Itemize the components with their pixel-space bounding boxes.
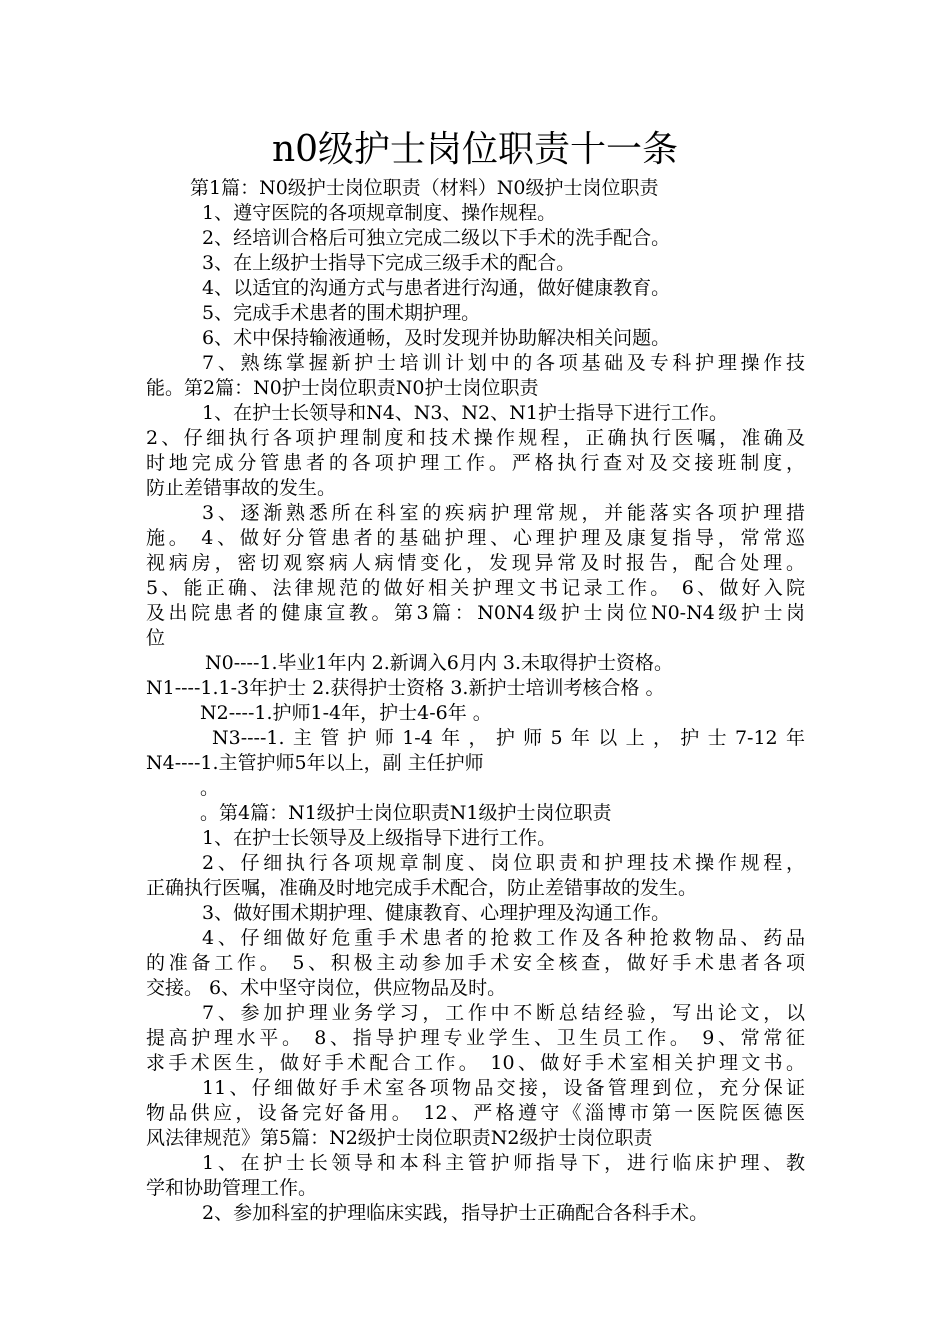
text-line: 3、在上级护士指导下完成三级手术的配合。 (202, 252, 576, 274)
text-line: 求手术医生，做好手术配合工作。 10、做好手术室相关护理文书。 (146, 1052, 805, 1074)
text-line: 。第4篇：N1级护士岗位职责N1级护士岗位职责 (200, 802, 612, 824)
text-line: 7、熟练掌握新护士培训计划中的各项基础及专科护理操作技 (202, 352, 805, 374)
text-line: 。 (200, 777, 220, 799)
text-line: 位 (146, 627, 166, 649)
text-line: 风法律规范》第5篇：N2级护士岗位职责N2级护士岗位职责 (146, 1127, 653, 1149)
text-line: 7、参加护理业务学习，工作中不断总结经验，写出论文，以 (202, 1002, 805, 1024)
text-line: 及出院患者的健康宣教。第3篇：N0N4级护士岗位N0-N4级护士岗 (146, 602, 805, 624)
text-line: 正确执行医嘱，准确及时地完成手术配合，防止差错事故的发生。 (146, 877, 698, 899)
text-line: 2、仔细执行各项护理制度和技术操作规程，正确执行医嘱，准确及 (146, 427, 805, 449)
text-line: 提高护理水平。 8、指导护理专业学生、卫生员工作。 9、常常征 (146, 1027, 805, 1049)
text-line: 2、参加科室的护理临床实践，指导护士正确配合各科手术。 (202, 1202, 709, 1224)
text-line: 2、经培训合格后可独立完成二级以下手术的洗手配合。 (202, 227, 671, 249)
text-line: 1、遵守医院的各项规章制度、操作规程。 (202, 202, 557, 224)
text-line: 3、逐渐熟悉所在科室的疾病护理常规，并能落实各项护理措 (202, 502, 805, 524)
text-line: 第1篇：N0级护士岗位职责（材料）N0级护士岗位职责 (190, 177, 659, 199)
text-line: 2、仔细执行各项规章制度、岗位职责和护理技术操作规程， (202, 852, 805, 874)
text-line: 3、做好围术期护理、健康教育、心理护理及沟通工作。 (202, 902, 671, 924)
text-line: 时地完成分管患者的各项护理工作。严格执行查对及交接班制度， (146, 452, 805, 474)
text-line: 学和协助管理工作。 (146, 1177, 318, 1199)
text-line: 1、在护士长领导及上级指导下进行工作。 (202, 827, 557, 849)
text-line: 5、能正确、法律规范的做好相关护理文书记录工作。 6、做好入院 (146, 577, 805, 599)
text-line: N4----1.主管护师5年以上，副 主任护师 (146, 752, 484, 774)
text-line: 4、以适宜的沟通方式与患者进行沟通，做好健康教育。 (202, 277, 671, 299)
text-line: 的准备工作。 5、积极主动参加手术安全核查，做好手术患者各项 (146, 952, 805, 974)
text-line: 交接。 6、术中坚守岗位，供应物品及时。 (146, 977, 507, 999)
text-line: 视病房，密切观察病人病情变化，发现异常及时报告，配合处理。 (146, 552, 805, 574)
text-line: 11、仔细做好手术室各项物品交接，设备管理到位，充分保证 (202, 1077, 805, 1099)
text-line: 6、术中保持输液通畅，及时发现并协助解决相关问题。 (202, 327, 671, 349)
text-line: N1----1.1-3年护士 2.获得护士资格 3.新护士培训考核合格 。 (146, 677, 665, 699)
text-line: 5、完成手术患者的围术期护理。 (202, 302, 481, 324)
text-line: 施。 4、做好分管患者的基础护理、心理护理及康复指导，常常巡 (146, 527, 805, 549)
document-title: n0级护士岗位职责十一条 (271, 129, 679, 170)
text-line: N2----1.护师1-4年，护士4-6年 。 (200, 702, 492, 724)
text-line: 物品供应，设备完好备用。 12、严格遵守《淄博市第一医院医德医 (146, 1102, 805, 1124)
text-line: 1、在护士长领导和本科主管护师指导下，进行临床护理、教 (202, 1152, 805, 1174)
text-line: 4、仔细做好危重手术患者的抢救工作及各种抢救物品、药品 (202, 927, 805, 949)
text-line: N3----1.主管护师1-4年，护师5年以上，护士7-12年 (212, 727, 805, 749)
text-line: N0----1.毕业1年内 2.新调入6月内 3.未取得护士资格。 (205, 652, 674, 674)
text-line: 1、在护士长领导和N4、N3、N2、N1护士指导下进行工作。 (202, 402, 728, 424)
text-line: 能。第2篇：N0护士岗位职责N0护士岗位职责 (146, 377, 539, 399)
text-line: 防止差错事故的发生。 (146, 477, 337, 499)
